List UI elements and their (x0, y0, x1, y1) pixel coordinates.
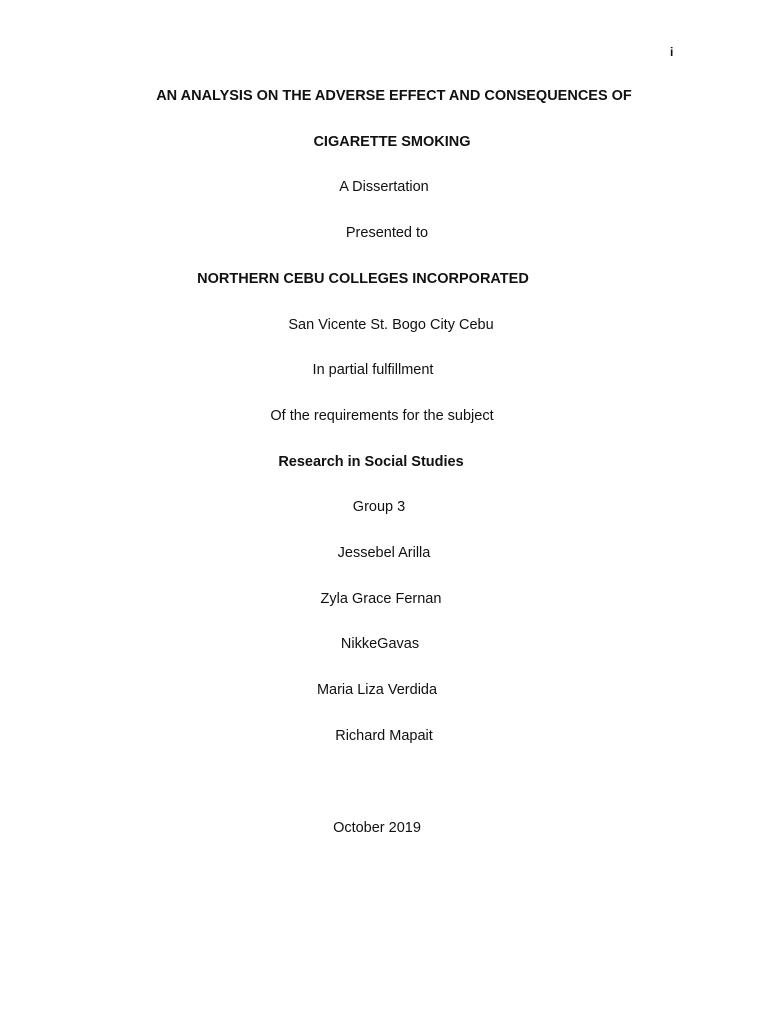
page-number: i (670, 45, 674, 59)
institution-name: NORTHERN CEBU COLLEGES INCORPORATED (197, 271, 529, 287)
member-name: NikkeGavas (340, 636, 420, 652)
member-name: Zyla Grace Fernan (320, 591, 442, 607)
institution-address: San Vicente St. Bogo City Cebu (288, 317, 494, 333)
member-name: Richard Mapait (335, 728, 433, 744)
fulfillment-line-2: Of the requirements for the subject (270, 408, 494, 424)
group-name: Group 3 (352, 499, 406, 515)
member-name: Jessebel Arilla (337, 545, 431, 561)
member-name: Maria Liza Verdida (316, 682, 438, 698)
subject-name: Research in Social Studies (278, 454, 464, 470)
fulfillment-line-1: In partial fulfillment (312, 362, 434, 378)
presented-to: Presented to (345, 225, 429, 241)
submission-date: October 2019 (333, 820, 421, 836)
title-line-2: CIGARETTE SMOKING (313, 134, 471, 150)
title-line-1: AN ANALYSIS ON THE ADVERSE EFFECT AND CONSEQUENCES OF (156, 88, 632, 104)
document-type: A Dissertation (339, 179, 429, 195)
